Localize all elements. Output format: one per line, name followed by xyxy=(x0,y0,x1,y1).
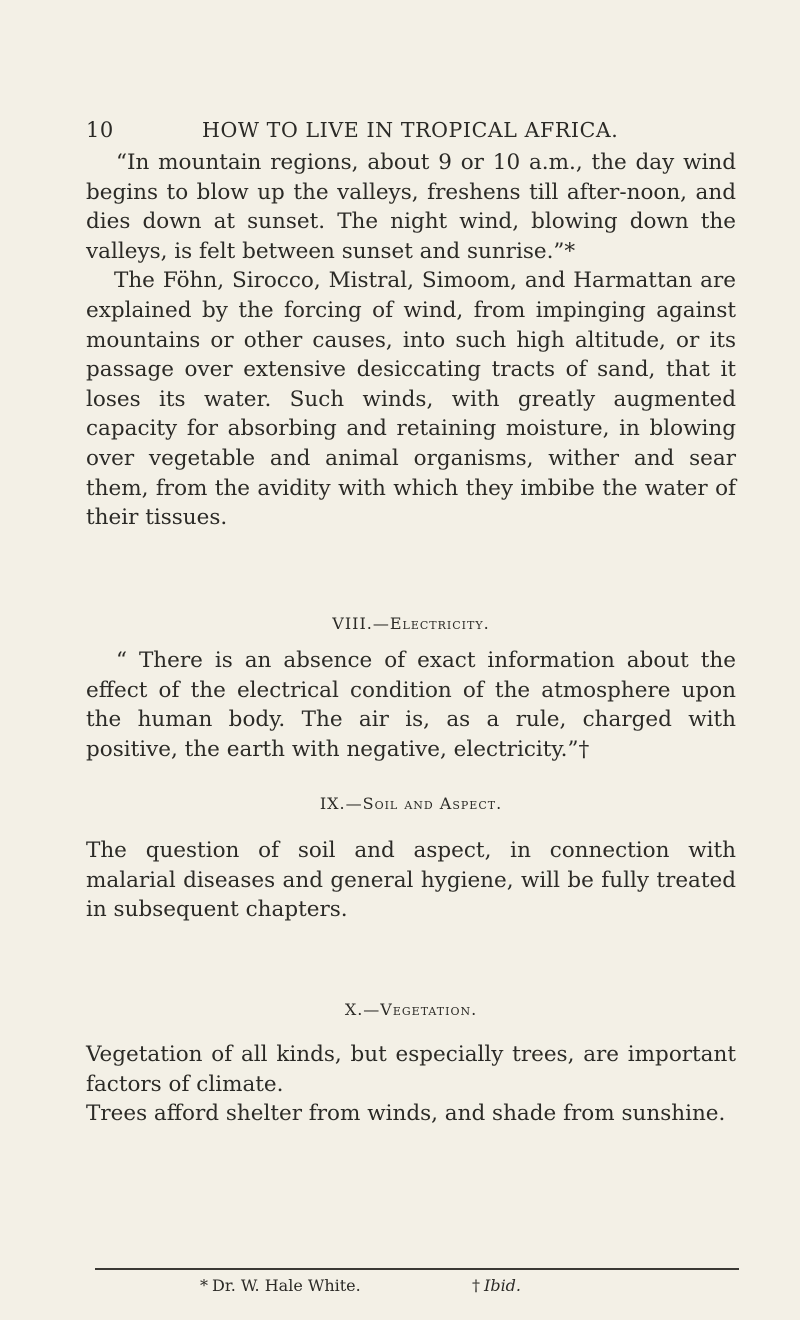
section-heading-soil-aspect: IX.—Soil and Aspect. xyxy=(319,794,503,813)
paragraph-hot-winds: The Föhn, Sirocco, Mistral, Simoom, and Harmattan are explained by the forcing of wind, from impinging against mountains or other causes, into such high altitude, or its passage over extensive desiccating tracts of sand, that it loses its water. Such winds, with greatly augmented capacity for absorbing and retaining moisture, in blowing over vegetable and animal organisms, wither and sear them, from the avidity with which they imbibe the water of their tissues. xyxy=(86,268,736,531)
footnote-2-text: Ibid. xyxy=(484,1276,522,1295)
footnotes xyxy=(86,1276,736,1300)
paragraph-vegetation: Vegetation of all kinds, but especially trees, are important factors of climate. xyxy=(86,1042,736,1097)
paragraph-trees: Trees afford shelter from winds, and shade from sunshine. xyxy=(86,1101,726,1127)
page-number: 10 xyxy=(86,118,114,142)
section-heading-electricity: VIII.—Electricity. xyxy=(332,614,490,633)
running-head xyxy=(86,118,726,148)
section-heading-vegetation: X.—Vegetation. xyxy=(344,1000,478,1019)
text-block-electricity xyxy=(86,646,736,764)
paragraph-soil-aspect: The question of soil and aspect, in connection with malarial diseases and general hygiene, will be fully treated in subsequent chapters. xyxy=(86,838,736,923)
footnote-1-text: Dr. W. Hale White. xyxy=(212,1276,361,1295)
text-block-climate-winds xyxy=(86,148,736,533)
footnote-1 xyxy=(200,1276,361,1295)
footnote-2 xyxy=(472,1276,521,1295)
running-title: HOW TO LIVE IN TROPICAL AFRICA. xyxy=(202,118,619,142)
paragraph-mountain-winds: “In mountain regions, about 9 or 10 a.m., the day wind begins to blow up the valleys, freshens till after-noon, and dies down at sunset. The night wind, blowing down the valleys, is felt between sunset and sunrise.”* xyxy=(86,150,736,264)
paragraph-electricity: “ There is an absence of exact information about the effect of the electrical condition of the atmosphere upon the human body. The air is, as a rule, charged with positive, the earth with negative, electricity.”† xyxy=(86,648,736,762)
text-block-vegetation xyxy=(86,1040,736,1129)
footnote-1-mark: * xyxy=(200,1276,208,1295)
text-block-soil xyxy=(86,836,736,925)
footnote-2-mark: † xyxy=(472,1276,480,1295)
footnote-rule xyxy=(95,1268,739,1270)
